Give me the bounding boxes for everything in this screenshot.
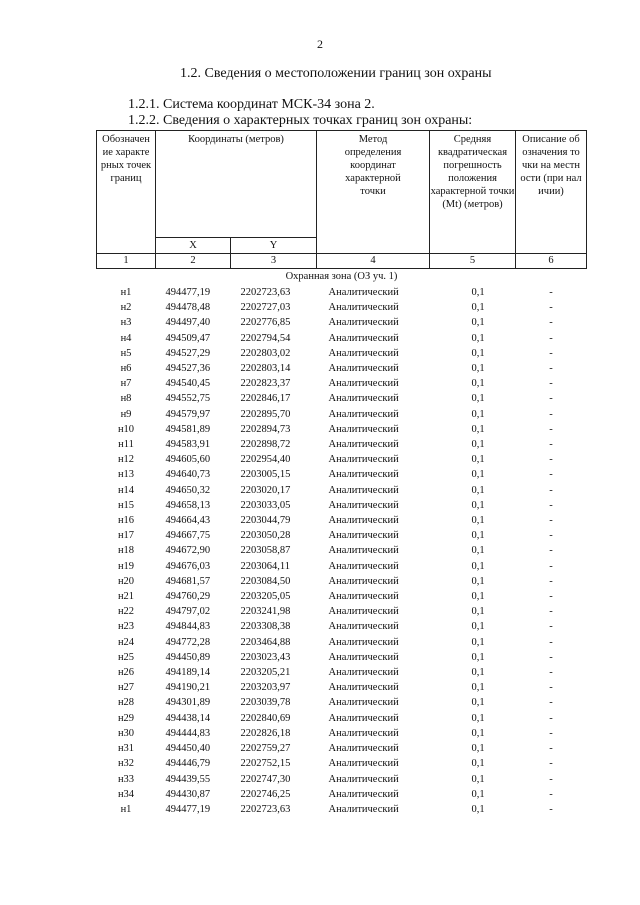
error-value: 0,1 bbox=[471, 423, 485, 435]
description: - bbox=[549, 682, 553, 694]
point-id: н22 bbox=[117, 606, 135, 618]
coord-x: 494527,29 bbox=[165, 347, 211, 359]
method: Аналитический bbox=[328, 484, 399, 496]
point-id: н13 bbox=[117, 469, 135, 481]
coord-x: 494672,90 bbox=[165, 545, 211, 557]
zone-title: Охранная зона (ОЗ уч. 1) bbox=[285, 271, 398, 282]
table-row bbox=[97, 422, 587, 437]
coord-y: 2203205,21 bbox=[240, 667, 291, 679]
section-title: 1.2. Сведения о местоположении границ зон охраны bbox=[180, 66, 492, 81]
table-row bbox=[97, 331, 587, 346]
column-number: 4 bbox=[317, 254, 430, 269]
table-row bbox=[97, 589, 587, 604]
coord-x: 494430,87 bbox=[165, 788, 211, 800]
header-description: Описание обозначения точки на местности (при наличии) bbox=[516, 131, 587, 254]
table-row bbox=[97, 498, 587, 513]
point-id: н20 bbox=[117, 575, 135, 587]
coord-y: 2202898,72 bbox=[240, 439, 291, 451]
point-id: н25 bbox=[117, 651, 135, 663]
method: Аналитический bbox=[328, 667, 399, 679]
coord-y: 2202747,30 bbox=[240, 773, 291, 785]
coord-x: 494446,79 bbox=[165, 758, 211, 770]
error-value: 0,1 bbox=[471, 727, 485, 739]
method: Аналитический bbox=[328, 697, 399, 709]
point-id: н15 bbox=[117, 499, 135, 511]
description: - bbox=[549, 317, 553, 329]
description: - bbox=[549, 758, 553, 770]
error-value: 0,1 bbox=[471, 545, 485, 557]
coord-y: 2203084,50 bbox=[240, 575, 291, 587]
coord-y: 2203058,87 bbox=[240, 545, 291, 557]
method: Аналитический bbox=[328, 545, 399, 557]
description: - bbox=[549, 499, 553, 511]
coord-y: 2202895,70 bbox=[240, 408, 291, 420]
method: Аналитический bbox=[328, 530, 399, 542]
coord-y: 2202759,27 bbox=[240, 743, 291, 755]
coord-x: 494450,40 bbox=[165, 743, 211, 755]
method: Аналитический bbox=[328, 378, 399, 390]
table-row bbox=[97, 650, 587, 665]
point-id: н4 bbox=[120, 332, 132, 344]
method: Аналитический bbox=[328, 332, 399, 344]
table-row bbox=[97, 315, 587, 330]
method: Аналитический bbox=[328, 363, 399, 375]
table-row bbox=[97, 695, 587, 710]
error-value: 0,1 bbox=[471, 347, 485, 359]
description: - bbox=[549, 727, 553, 739]
coord-x: 494497,40 bbox=[165, 317, 211, 329]
coord-x: 494444,83 bbox=[165, 727, 211, 739]
description: - bbox=[549, 651, 553, 663]
table-row bbox=[97, 802, 587, 817]
error-value: 0,1 bbox=[471, 773, 485, 785]
table-row bbox=[97, 741, 587, 756]
coord-x: 494190,21 bbox=[165, 682, 211, 694]
subsection-points-info: 1.2.2. Сведения о характерных точках границ зон охраны: bbox=[128, 113, 473, 128]
coord-y: 2203023,43 bbox=[240, 651, 291, 663]
table-row bbox=[97, 452, 587, 467]
description: - bbox=[549, 302, 553, 314]
coord-y: 2202823,37 bbox=[240, 378, 291, 390]
method: Аналитический bbox=[328, 347, 399, 359]
table-row bbox=[97, 635, 587, 650]
method: Аналитический bbox=[328, 651, 399, 663]
coord-x: 494552,75 bbox=[165, 393, 211, 405]
description: - bbox=[549, 803, 553, 815]
description: - bbox=[549, 560, 553, 572]
page-number: 2 bbox=[317, 37, 323, 51]
coord-y: 2202846,17 bbox=[240, 393, 291, 405]
header-point-designation: Обозначение характерных точек границ bbox=[97, 131, 156, 254]
method: Аналитический bbox=[328, 788, 399, 800]
column-number: 6 bbox=[516, 254, 587, 269]
error-value: 0,1 bbox=[471, 317, 485, 329]
coord-x: 494681,57 bbox=[165, 575, 211, 587]
coord-y: 2203033,05 bbox=[240, 499, 291, 511]
coord-y: 2202723,63 bbox=[240, 803, 291, 815]
coord-x: 494664,43 bbox=[165, 515, 211, 527]
point-id: н24 bbox=[117, 636, 135, 648]
method: Аналитический bbox=[328, 773, 399, 785]
header-coordinates: Координаты (метров) bbox=[156, 131, 317, 238]
error-value: 0,1 bbox=[471, 636, 485, 648]
description: - bbox=[549, 773, 553, 785]
point-id: н3 bbox=[120, 317, 132, 329]
coord-y: 2202954,40 bbox=[240, 454, 291, 466]
table-row bbox=[97, 680, 587, 695]
error-value: 0,1 bbox=[471, 788, 485, 800]
method: Аналитический bbox=[328, 317, 399, 329]
point-id: н1 bbox=[120, 803, 132, 815]
method: Аналитический bbox=[328, 712, 399, 724]
point-id: н11 bbox=[118, 439, 134, 451]
error-value: 0,1 bbox=[471, 484, 485, 496]
table-row bbox=[97, 772, 587, 787]
description: - bbox=[549, 545, 553, 557]
error-value: 0,1 bbox=[471, 515, 485, 527]
description: - bbox=[549, 408, 553, 420]
table-row bbox=[97, 346, 587, 361]
coord-y: 2203005,15 bbox=[240, 469, 291, 481]
point-id: н7 bbox=[120, 378, 132, 390]
error-value: 0,1 bbox=[471, 758, 485, 770]
method: Аналитический bbox=[328, 727, 399, 739]
description: - bbox=[549, 636, 553, 648]
column-number: 3 bbox=[231, 254, 317, 269]
coord-x: 494477,19 bbox=[165, 803, 211, 815]
coord-x: 494439,55 bbox=[165, 773, 211, 785]
error-value: 0,1 bbox=[471, 530, 485, 542]
header-method: Метод определения координат характерной точки bbox=[317, 131, 430, 254]
coord-y: 2203241,98 bbox=[240, 606, 291, 618]
error-value: 0,1 bbox=[471, 591, 485, 603]
error-value: 0,1 bbox=[471, 287, 485, 298]
description: - bbox=[549, 788, 553, 800]
coord-x: 494650,32 bbox=[165, 484, 211, 496]
error-value: 0,1 bbox=[471, 332, 485, 344]
description: - bbox=[549, 606, 553, 618]
table-row bbox=[97, 437, 587, 452]
description: - bbox=[549, 743, 553, 755]
coord-x: 494658,13 bbox=[165, 499, 211, 511]
column-number: 2 bbox=[156, 254, 231, 269]
coord-y: 2202727,03 bbox=[240, 302, 291, 314]
point-id: н14 bbox=[117, 484, 135, 496]
error-value: 0,1 bbox=[471, 667, 485, 679]
error-value: 0,1 bbox=[471, 302, 485, 314]
coord-x: 494640,73 bbox=[165, 469, 211, 481]
method: Аналитический bbox=[328, 621, 399, 633]
coord-y: 2203205,05 bbox=[240, 591, 291, 603]
error-value: 0,1 bbox=[471, 560, 485, 572]
method: Аналитический bbox=[328, 575, 399, 587]
coord-x: 494438,14 bbox=[165, 712, 211, 724]
table-row bbox=[97, 467, 587, 482]
column-numbers-row bbox=[97, 254, 587, 269]
coord-y: 2202723,63 bbox=[240, 287, 291, 298]
coord-y: 2203020,17 bbox=[240, 484, 291, 496]
method: Аналитический bbox=[328, 758, 399, 770]
table-row bbox=[97, 483, 587, 498]
table-row bbox=[97, 285, 587, 300]
description: - bbox=[549, 423, 553, 435]
method: Аналитический bbox=[328, 743, 399, 755]
point-id: н12 bbox=[117, 454, 135, 466]
header-y: Y bbox=[231, 238, 317, 254]
coord-y: 2203464,88 bbox=[240, 636, 291, 648]
method: Аналитический bbox=[328, 560, 399, 572]
error-value: 0,1 bbox=[471, 363, 485, 375]
column-number: 1 bbox=[97, 254, 156, 269]
coord-y: 2203044,79 bbox=[240, 515, 291, 527]
table-row bbox=[97, 787, 587, 802]
coord-y: 2202840,69 bbox=[240, 712, 291, 724]
description: - bbox=[549, 667, 553, 679]
point-id: н8 bbox=[120, 393, 132, 405]
description: - bbox=[549, 454, 553, 466]
description: - bbox=[549, 515, 553, 527]
error-value: 0,1 bbox=[471, 651, 485, 663]
table-row bbox=[97, 619, 587, 634]
point-id: н23 bbox=[117, 621, 135, 633]
point-id: н26 bbox=[117, 667, 135, 679]
point-id: н1 bbox=[120, 287, 132, 298]
method: Аналитический bbox=[328, 591, 399, 603]
description: - bbox=[549, 287, 553, 298]
method: Аналитический bbox=[328, 454, 399, 466]
coord-y: 2202803,02 bbox=[240, 347, 291, 359]
description: - bbox=[549, 712, 553, 724]
coord-y: 2203050,28 bbox=[240, 530, 291, 542]
description: - bbox=[549, 393, 553, 405]
coord-x: 494478,48 bbox=[165, 302, 211, 314]
point-id: н18 bbox=[117, 545, 135, 557]
point-id: н2 bbox=[120, 302, 132, 314]
point-id: н34 bbox=[117, 788, 135, 800]
coord-x: 494581,89 bbox=[165, 423, 211, 435]
table-row bbox=[97, 559, 587, 574]
method: Аналитический bbox=[328, 302, 399, 314]
point-id: н6 bbox=[120, 363, 132, 375]
error-value: 0,1 bbox=[471, 606, 485, 618]
coord-x: 494667,75 bbox=[165, 530, 211, 542]
table-row bbox=[97, 543, 587, 558]
method: Аналитический bbox=[328, 287, 399, 298]
coord-y: 2203308,38 bbox=[240, 621, 291, 633]
table-row bbox=[97, 407, 587, 422]
point-id: н5 bbox=[120, 347, 132, 359]
coord-y: 2202746,25 bbox=[240, 788, 291, 800]
description: - bbox=[549, 697, 553, 709]
table-row bbox=[97, 726, 587, 741]
coord-y: 2202752,15 bbox=[240, 758, 291, 770]
description: - bbox=[549, 347, 553, 359]
coord-x: 494605,60 bbox=[165, 454, 211, 466]
error-value: 0,1 bbox=[471, 408, 485, 420]
point-id: н31 bbox=[117, 743, 135, 755]
coord-y: 2202826,18 bbox=[240, 727, 291, 739]
coord-x: 494540,45 bbox=[165, 378, 211, 390]
table-row bbox=[97, 756, 587, 771]
method: Аналитический bbox=[328, 469, 399, 481]
method: Аналитический bbox=[328, 682, 399, 694]
coord-y: 2202794,54 bbox=[240, 332, 291, 344]
coord-x: 494579,97 bbox=[165, 408, 211, 420]
error-value: 0,1 bbox=[471, 697, 485, 709]
method: Аналитический bbox=[328, 439, 399, 451]
coord-x: 494301,89 bbox=[165, 697, 211, 709]
table-row bbox=[97, 391, 587, 406]
coord-y: 2202894,73 bbox=[240, 423, 291, 435]
table-row bbox=[97, 574, 587, 589]
point-id: н32 bbox=[117, 758, 135, 770]
method: Аналитический bbox=[328, 393, 399, 405]
method: Аналитический bbox=[328, 408, 399, 420]
description: - bbox=[549, 363, 553, 375]
point-id: н10 bbox=[117, 423, 135, 435]
point-id: н9 bbox=[120, 408, 132, 420]
coord-x: 494772,28 bbox=[165, 636, 211, 648]
coordinates-table bbox=[96, 130, 587, 817]
point-id: н27 bbox=[117, 682, 135, 694]
column-number: 5 bbox=[430, 254, 516, 269]
table-row bbox=[97, 376, 587, 391]
error-value: 0,1 bbox=[471, 439, 485, 451]
error-value: 0,1 bbox=[471, 575, 485, 587]
method: Аналитический bbox=[328, 515, 399, 527]
point-id: н30 bbox=[117, 727, 135, 739]
description: - bbox=[549, 378, 553, 390]
error-value: 0,1 bbox=[471, 682, 485, 694]
table-row bbox=[97, 665, 587, 680]
description: - bbox=[549, 575, 553, 587]
coord-x: 494797,02 bbox=[165, 606, 211, 618]
error-value: 0,1 bbox=[471, 469, 485, 481]
point-id: н17 bbox=[117, 530, 135, 542]
coord-y: 2202776,85 bbox=[240, 317, 291, 329]
error-value: 0,1 bbox=[471, 743, 485, 755]
error-value: 0,1 bbox=[471, 378, 485, 390]
point-id: н19 bbox=[117, 560, 135, 572]
header-error: Средняя квадратическая погрешность положения характерной точки (Mt) (метров) bbox=[430, 131, 516, 254]
coord-x: 494527,36 bbox=[165, 363, 211, 375]
method: Аналитический bbox=[328, 423, 399, 435]
description: - bbox=[549, 484, 553, 496]
point-id: н21 bbox=[117, 591, 135, 603]
coord-x: 494583,91 bbox=[165, 439, 211, 451]
error-value: 0,1 bbox=[471, 712, 485, 724]
coord-x: 494450,89 bbox=[165, 651, 211, 663]
description: - bbox=[549, 332, 553, 344]
table-row bbox=[97, 361, 587, 376]
description: - bbox=[549, 439, 553, 451]
error-value: 0,1 bbox=[471, 454, 485, 466]
method: Аналитический bbox=[328, 606, 399, 618]
coord-x: 494189,14 bbox=[165, 667, 211, 679]
coord-y: 2203064,11 bbox=[240, 560, 290, 572]
point-id: н28 bbox=[117, 697, 135, 709]
table-row bbox=[97, 604, 587, 619]
coord-x: 494477,19 bbox=[165, 287, 211, 298]
method: Аналитический bbox=[328, 499, 399, 511]
coord-y: 2202803,14 bbox=[240, 363, 291, 375]
error-value: 0,1 bbox=[471, 393, 485, 405]
coord-x: 494760,29 bbox=[165, 591, 211, 603]
subsection-coordinate-system: 1.2.1. Система координат МСК-34 зона 2. bbox=[128, 97, 375, 112]
table-row bbox=[97, 513, 587, 528]
error-value: 0,1 bbox=[471, 803, 485, 815]
description: - bbox=[549, 530, 553, 542]
error-value: 0,1 bbox=[471, 499, 485, 511]
coord-y: 2203039,78 bbox=[240, 697, 291, 709]
table-row bbox=[97, 300, 587, 315]
table-row bbox=[97, 528, 587, 543]
error-value: 0,1 bbox=[471, 621, 485, 633]
coord-x: 494509,47 bbox=[165, 332, 211, 344]
point-id: н16 bbox=[117, 515, 135, 527]
point-id: н29 bbox=[117, 712, 135, 724]
table-row bbox=[97, 711, 587, 726]
description: - bbox=[549, 469, 553, 481]
coord-x: 494844,83 bbox=[165, 621, 211, 633]
header-x: X bbox=[156, 238, 231, 254]
method: Аналитический bbox=[328, 636, 399, 648]
description: - bbox=[549, 621, 553, 633]
coord-x: 494676,03 bbox=[165, 560, 211, 572]
point-id: н33 bbox=[117, 773, 135, 785]
description: - bbox=[549, 591, 553, 603]
coord-y: 2203203,97 bbox=[240, 682, 291, 694]
method: Аналитический bbox=[328, 803, 399, 815]
